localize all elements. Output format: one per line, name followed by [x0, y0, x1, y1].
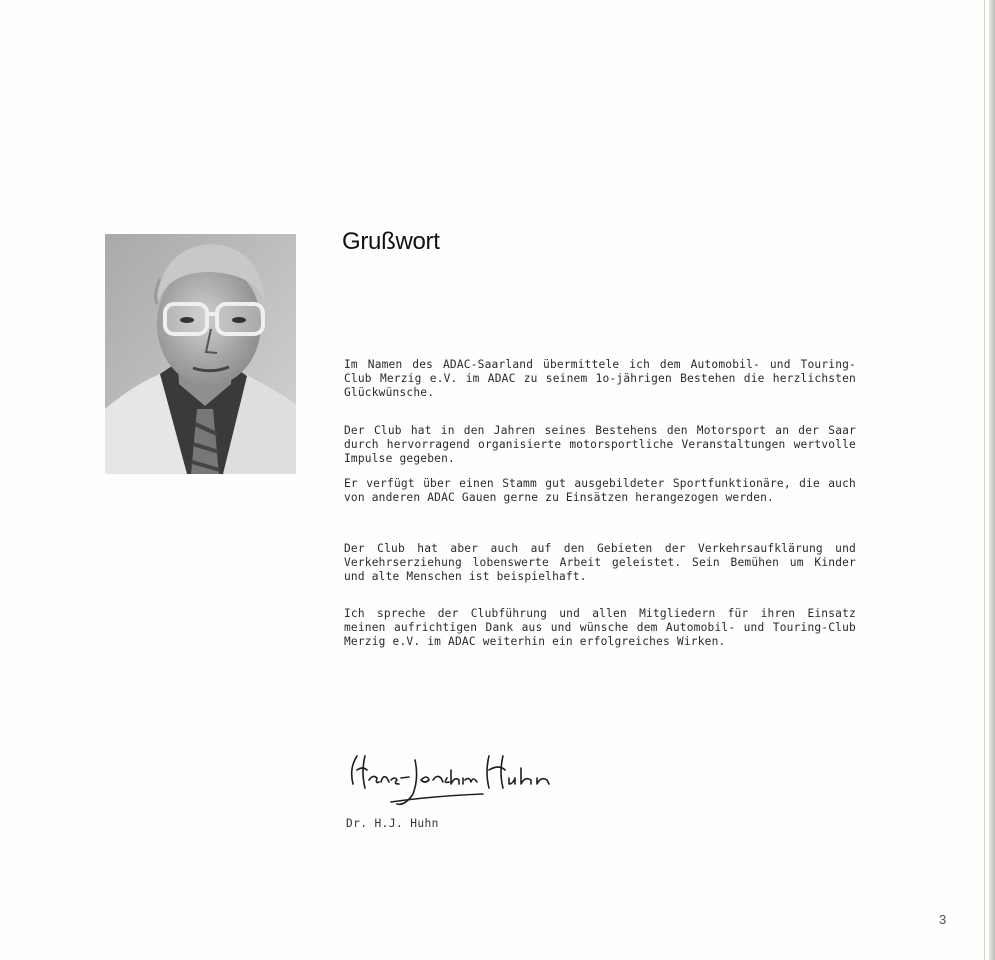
page-number: 3: [939, 912, 947, 927]
paragraph-4: Der Club hat aber auch auf den Gebieten der Verkehrsaufklärung und Verkehrserziehung lobenswerte Arbeit geleistet. Sein Bemühen um Kinder und alte Menschen ist beispielhaft.: [344, 542, 856, 583]
portrait-photo: [105, 234, 296, 474]
paragraph-1: Im Namen des ADAC-Saarland übermittele ich dem Automobil- und Touring-Club Merzig e.V. im ADAC zu seinem 1o-jährigen Bestehen die herzlichsten Glückwünsche.: [344, 358, 856, 399]
signatory-name: Dr. H.J. Huhn: [346, 817, 439, 830]
page-edge-line: [984, 0, 985, 960]
page-title: Grußwort: [342, 228, 440, 255]
paragraph-5: Ich spreche der Clubführung und allen Mitgliedern für ihren Einsatz meinen aufrichtigen Dank aus und wünsche dem Automobil- und Touring-Club Merzig e.V. im ADAC weiterhin ein erfolgreiches Wirken.: [344, 607, 856, 648]
page-edge-shadow: [989, 0, 995, 960]
paragraph-2: Der Club hat in den Jahren seines Bestehens den Motorsport an der Saar durch hervorragend organisierte motorsportliche Veranstaltungen wertvolle Impulse gegeben.: [344, 424, 856, 465]
paragraph-3: Er verfügt über einen Stamm gut ausgebildeter Sportfunktionäre, die auch von anderen ADAC Gauen gerne zu Einsätzen herangezogen werden.: [344, 477, 856, 504]
handwritten-signature: [343, 748, 588, 810]
